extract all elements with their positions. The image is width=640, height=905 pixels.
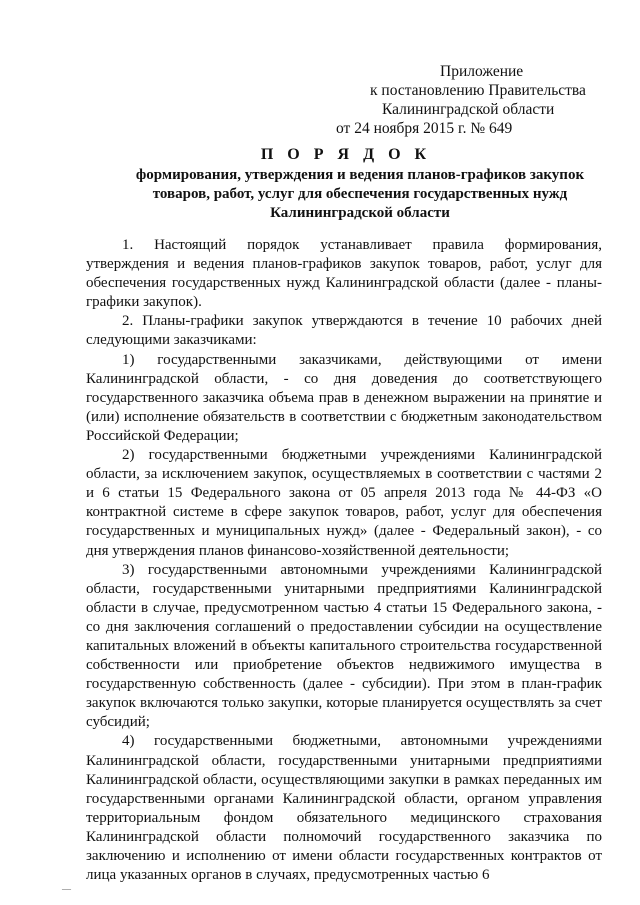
appendix-line-3: Калининградской области <box>382 101 555 118</box>
scan-mark: — <box>62 884 71 894</box>
document-body <box>86 236 602 885</box>
document-title: П О Р Я Д О К <box>260 146 432 163</box>
paragraph-1: 1. Настоящий порядок устанавливает правила формирования, утверждения и ведения планов-графиков закупок товаров, работ, услуг для обеспечения государственных нужд Калининградской области (далее - планы-графики закупок). <box>86 237 602 311</box>
document-subtitle: формирования, утверждения и ведения планов-графиков закупок товаров, работ, услуг для обеспечения государственных нужд Калининградской области <box>135 167 585 221</box>
appendix-block <box>330 62 610 138</box>
paragraph-2: 2. Планы-графики закупок утверждаются в течение 10 рабочих дней следующими заказчиками: <box>86 313 602 349</box>
paragraph-2-item-2: 2) государственными бюджетными учреждениями Калининградской области, за исключением закупок, осуществляемых в соответствии с частями 2 и 6 статьи 15 Федерального закона от 05 апреля 2013 года № 44-ФЗ «О контрактной системе в сфере закупок товаров, работ, услуг для обеспечения государственных и муниципальных нужд» (далее - Федеральный закон), - со дня утверждения планов финансово-хозяйственной деятельности; <box>86 447 602 559</box>
paragraph-2-item-3: 3) государственными автономными учреждениями Калининградской области, государственными унитарными предприятиями Калининградской области в случае, предусмотренном частью 4 статьи 15 Федерального закона, - со дня заключения соглашений о предоставлении субсидии на осуществление капитальных вложений в объекты капитального строительства государственной собственности или приобретение объектов недвижимого имущества в государственную собственность (далее - субсидии). При этом в план-график закупок включаются только закупки, которые планируется осуществлять за счет субсидий; <box>86 561 602 731</box>
appendix-line-2: к постановлению Правительства <box>370 82 586 99</box>
appendix-line-1: Приложение <box>440 63 524 80</box>
paragraph-2-item-1: 1) государственными заказчиками, действующими от имени Калининградской области, - со дня доведения до соответствующего государственного заказчика объема прав в денежном выражении на принятие и (или) исполнение обязательств в соответствии с бюджетным законодательством Российской Федерации; <box>86 351 602 444</box>
paragraph-2-item-4: 4) государственными бюджетными, автономными учреждениями Калининградской области, государственными унитарными предприятиями Калининградской области, осуществляющими закупки в рамках переданных им государственными органами Калининградской области, органом управления территориальным фондом обязательного медицинского страхования Калининградской области полномочий государственного заказчика по заключению и исполнению от имени области государственных контрактов от лица указанных органов в случаях, предусмотренных частью 6 <box>86 733 602 884</box>
appendix-date-number: от 24 ноября 2015 г. № 649 <box>336 120 513 137</box>
